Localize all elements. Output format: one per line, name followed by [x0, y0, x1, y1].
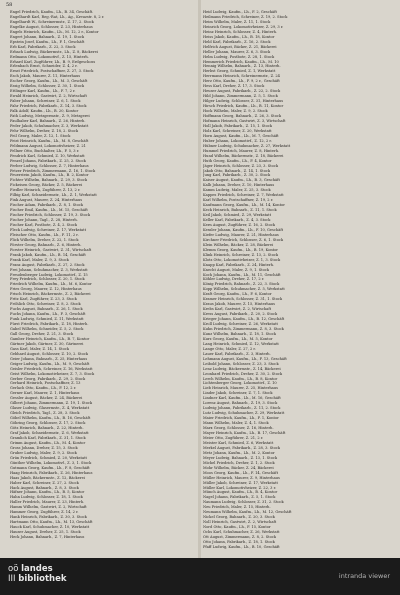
directory-entry: Haag Heinrich, Fabrikarb., Z. 26, Hinterhaus [10, 470, 93, 475]
directory-entry: Mohr Wilhelm, Bäcker, Z. 24, Bäckerei [203, 465, 274, 470]
directory-entry: Hummel Friedrich, Maurer, Z. 8, Hinterh. [203, 148, 280, 153]
directory-entry: Engelhardt W., Schreinermstr., Z. 17, 2. Stock [10, 19, 94, 24]
page-number: 58 [6, 2, 13, 8]
directory-entry: Jung Karl, Fabrikarb., Z. 30, 2. Stock [203, 173, 271, 178]
directory-entry: Fendrich Karl, Schmied, Z. 10, Werkstatt [10, 153, 85, 158]
directory-entry: Fischer Karl, Postbote, Z. 4, 2. Stock [10, 222, 77, 227]
directory-entry: Esch Jakob, Maurer, Z. 11, Hinterhaus [10, 74, 81, 79]
directory-entry: Frey Friedrich, Schlosser, Z. 20, 1. Stock [10, 277, 85, 282]
directory-entry: Faulhaber Karl, Bahnarb., Z. 26, Hinterh. [10, 118, 86, 123]
directory-entry: Jakob Otto, Bahnarb., Z. 14, 1. Stock [203, 168, 271, 173]
directory-entry: Leibold Johann, Schlosser, Z. 23, 3. Stock [203, 361, 279, 366]
directory-entry: Kurz Georg, Kaufm., Lh., M. 5, Kontor [203, 336, 273, 341]
directory-entry: Essig Wilhelm, Schlosser, Z. 30, 1. Stock [10, 84, 85, 89]
directory-entry: Lang Heinrich, Schmied, Z. 12, Werkstatt [203, 341, 279, 346]
directory-entry: Engelhardt Karl, Reg.-Rat, Lh., Ag., Kreuzstr. 8, 2 r. [10, 14, 105, 19]
directory-entry: Lange Otto, Maler, Z. 27, 2 r. [203, 346, 256, 351]
directory-entry: Kalb Johann, Dreher, Z. 10, Hinterhaus [203, 183, 275, 188]
directory-entry: Kopp Wilhelm, Schuhmacher, Z. 5, Werkstatt [203, 287, 285, 292]
directory-entry: Gross Johann, Dreher, Z. 15, 3. Stock [10, 445, 78, 450]
directory-entry: Hübner Ludwig, Schuhmacher, Z. 27, Werkstatt [203, 143, 291, 148]
directory-entry: Gruber Ludwig, Maler, Z. 9, 2. Stock [10, 450, 77, 455]
directory-entry: Haas Jakob, Bäckermstr., Z. 12, Bäckerei [10, 475, 85, 480]
directory-entry: Lorenz August, Bahnarb., Z. 19, 3. Stock [203, 401, 278, 406]
directory-entry: Friedrich Wilhelm, Kaufm., Lh., M. 6, Kontor [10, 282, 92, 287]
directory-entry: Fuchs Johann, Kaufm., Lh., F. 3, Geschäft [10, 312, 86, 317]
directory-entry: Krieger Johann, Kaufm., Lh., B. 12, Geschäft [203, 317, 285, 322]
directory-entry: Kress August, Fabrikarb., Z. 20, 2. Stock [203, 312, 278, 317]
directory-entry: Müller Heinrich, Maurer, Z. 9, Hinterhaus [203, 475, 280, 480]
directory-entry: Funk Ludwig, Schmied, Z. 11, Werkstatt [10, 317, 84, 322]
directory-entry: Fritz Karl, Zugführer, Z. 23, 3. Stock [10, 297, 77, 302]
directory-entry: Naumann Ludwig, Schlosser, Z. 31, 2. Stock [203, 500, 284, 505]
directory-entry: Gall Georg, Dreher, Z. 21, 3. Stock [10, 331, 74, 336]
viewer-footer [0, 558, 400, 595]
directory-entry: Helfrich August, Bäcker, Z. 21, Bäckerei [203, 44, 277, 49]
directory-entry: Lutz Ludwig, Schuhmacher, Z. 29, Werkstatt [203, 411, 285, 416]
directory-entry: Fischer Adam, Fabrikarb., Z. 8, 1. Stock [10, 203, 83, 208]
directory-entry: Herrmann Heinrich, Schreinermstr., Z. 24 [203, 74, 280, 79]
directory-entry: Keller Karl, Fabrikarb., Z. 4, 3. Stock [203, 218, 271, 223]
directory-entry: Hemmerich Friedrich, Kaufm., Lh., M. 10 [203, 59, 279, 64]
directory-entry: Moos Georg, Kaufm., Lh., F. 14, Geschäft [203, 470, 279, 475]
directory-entry: Göbel Wilhelm, Kaufm., Lh., B. 16, Geschäft [10, 416, 91, 421]
directory-entry: Krebs Karl, Gastwirt, Z. 2, Wirtschaft [203, 307, 272, 312]
directory-entry: Hammer Georg, Zugführer, Z. 14, 2 r. [10, 510, 79, 515]
directory-entry: Lauer Karl, Fabrikarb., Z. 3, Hinterh. [203, 351, 271, 356]
directory-entry: Engert Johann, Bahnarb., Z. 19, 1. Stock [10, 34, 85, 39]
directory-entry: Hennig Wilhelm, Bahnarb., Z. 13, Hinterh. [203, 64, 281, 69]
directory-entry: Nickel Georg, Bahnarb., Z. 20, 3. Stock [203, 515, 275, 520]
directory-entry: Gass Karl, Maler, Z. 14, 1. Stock [10, 346, 69, 351]
directory-entry: Ettlinger Karl, Kaufm., Lh., F. 7, 2 r. [10, 89, 76, 94]
directory-entry: Kern August, Zugführer, Z. 16, 2. Stock [203, 222, 275, 227]
directory-entry: Huth Georg, Kaufm., Lh., F. 4, Kontor [203, 158, 272, 163]
directory-entry: Lerch Wilhelm, Kaufm., Lh., B. 8, Kontor [203, 376, 278, 381]
directory-entry: Engelke August, Schlosser, Z. 23, Hinterhaus [10, 24, 93, 29]
directory-entry: Ferber Ludwig, Schlosser, Z. 7, Hinterhaus [10, 163, 89, 168]
directory-entry: Lenz Ludwig, Bäckermstr., Z. 14, Bäckerei [203, 366, 281, 371]
directory-entry: Knecht August, Maler, Z. 9, 1. Stock [203, 267, 269, 272]
directory-entry: Pfaff Ludwig, Kaufm., Lh., B. 10, Geschäft [203, 544, 280, 549]
directory-entry: Kirchner Friedrich, Schlosser, Z. 6, 1. Stock [203, 237, 284, 242]
viewer-label[interactable]: intranda viewer [338, 572, 390, 580]
left-column [10, 10, 198, 550]
directory-entry: Holz Karl, Schreiner, Z. 20, Werkstatt [203, 128, 272, 133]
directory-entry: Hock Wilhelm, Maler, Z. 9, 2. Stock [203, 109, 268, 114]
directory-entry: Hauck Karl, Schuhmacher, Z. 10, Werkstatt [10, 525, 90, 530]
directory-entry: Fenzel Johann, Fabrikarb., Z. 25, 2. Stock [10, 158, 86, 163]
directory-entry: Ochs Karl, Schuhmacher, Z. 26, Werkstatt [203, 530, 280, 535]
directory-entry: Geist Wilhelm, Lokomotivheizer, Z. 7, 3. Stock [10, 371, 95, 376]
directory-entry: Gilbert Johann, Zimmermann, Z. 19, 1. Stock [10, 401, 93, 406]
directory-entry: Heiss Jakob, Kaufm., Lh., B. 18, Kontor [203, 34, 275, 39]
directory-entry: Lichtenberger Georg, Lokomotivf., Z. 10 [203, 381, 277, 386]
directory-entry: Mayer Heinrich, Kaufm., Lh., B. 17, Geschäft [203, 431, 286, 436]
directory-entry: Heinrich Georg, Lokomotivheizer, Z. 29, 3 r. [203, 24, 284, 29]
directory-entry: Otto Johann, Fabrikarb., Z. 18, 1. Stock [203, 539, 275, 544]
directory-entry: Nagel Johann, Fabrikarb., Z. 5, 1. Stock [203, 495, 276, 500]
directory-entry: Fuchs August, Bahnarb., Z. 26, 1. Stock [10, 307, 83, 312]
column-gutter [198, 0, 201, 558]
directory-entry: Kamm Ludwig, Maler, Z. 25, 3. Stock [203, 188, 271, 193]
directory-entry: Haller Friedrich, Maurer, Z. 23, Hinterh. [10, 500, 85, 505]
directory-entry: Gerhard Heinrich, Postschaffner, Z. 13 [10, 381, 81, 386]
directory-entry: Fickeisen Georg, Bäcker, Z. 5, Bäckerei [10, 183, 83, 188]
directory-entry: Münch August, Kaufm., Lh., B. 4, Kontor [203, 490, 278, 495]
directory-entry: Erlenbach Ernst, Schneider, Z. 4, 2 r. [10, 64, 78, 69]
directory-entry: Maier Friedrich, Kaufm., Lh., F. 1, Kontor [203, 416, 279, 421]
directory-entry: Hess Karl, Dreher, Z. 17, 3. Stock [203, 84, 265, 89]
directory-entry: Hank Heinrich, Fabrikarb., Z. 30, 3. Stock [10, 515, 87, 520]
directory-entry: Michel Friedrich, Dreher, Z. 1, 2. Stock [203, 460, 275, 465]
directory-entry: Fellner Otto, Buchhalter, Lh., F. 5, 3 r. [10, 148, 80, 153]
directory-entry: Gerlach Otto, Kaufm., Lh., F. 12, 2 r. [10, 386, 77, 391]
directory-entry: Frisch Heinrich, Bäckermstr., Z. 2, Bäckerei [10, 292, 91, 297]
directory-entry: Koch Johann, Kaufm., Lh., M. 11, Geschäft [203, 272, 281, 277]
directory-entry: Meister Karl, Schmied, Z. 6, Werkstatt [203, 440, 274, 445]
directory-entry: Glaser Ludwig, Glasermstr., Z. 4, Werkstatt [10, 406, 90, 411]
directory-entry: Haber Karl, Schreiner, Z. 27, 2. Stock [10, 480, 79, 485]
directory-entry: Kraft Georg, Kaufm., Lh., F. 6, Kontor [203, 292, 272, 297]
directory-entry: Frei Johann, Schuhmacher, Z. 3, Werkstatt [10, 267, 88, 272]
directory-entry: Heck Johann, Bahnarb., Z. 7, Hinterhaus [10, 535, 85, 540]
directory-entry: Hild Johann, Zimmermann, Z. 5, 1. Stock [203, 94, 278, 99]
directory-entry: Frank Jakob, Kaufm., Lh., B. 14, Geschäft [10, 252, 86, 257]
directory-entry: Fürst Friedrich, Fabrikarb., Z. 18, Hinterh. [10, 322, 89, 327]
directory-entry: Kaufmann Georg, Kaufm., Lh., M. 14, Kontor [203, 203, 285, 208]
directory-entry: Freudenberger Ludwig, Lokomotivf., Z. 15 [10, 272, 88, 277]
directory-entry: Hofmann Heinrich, Gastwirt, Z. 3, Wirtschaft [203, 118, 286, 123]
directory-entry: Hamm Wilhelm, Gastwirt, Z. 2, Wirtschaft [10, 505, 87, 510]
directory-entry: Göhring Georg, Schlosser, Z. 17, 2. Stock [10, 421, 86, 426]
directory-entry: Epstein Josef, Kaufm., Lh., F. 1, Geschäft [10, 39, 85, 44]
directory-entry: Mann Wilhelm, Maler, Z. 4, 1. Stock [203, 421, 269, 426]
directory-entry: Förster Georg, Bahnarb., Z. 6, Hinterh. [10, 242, 82, 247]
directory-entry: Müller Jakob, Schreiner, Z. 17, Werkstatt [203, 480, 278, 485]
directory-entry: Kessler Johann, Kaufm., Lh., F. 10, Geschäft [203, 227, 284, 232]
directory-entry: Klotz Otto, Lokomotivheizer, Z. 1, 3. Stock [203, 257, 281, 262]
directory-entry: Erdmann Otto, Lokomotivf., Z. 15, Hinterh. [10, 54, 89, 59]
directory-entry: Knapp Karl, Fabrikarb., Z. 24, Hinterh. [203, 262, 275, 267]
directory-entry: Herz Otto, Kaufm., Lh., F. 9, 2 r., Geschäft [203, 79, 280, 84]
directory-entry: Flick Wilhelm, Dreher, Z. 22, 1. Stock [10, 237, 79, 242]
directory-entry: Horn August, Kaufm., Lh., M. 7, Geschäft [203, 133, 279, 138]
logo-line-2: bibliothek [18, 574, 67, 584]
directory-entry: Geier Johann, Bahnarb., Z. 25, Hinterhaus [10, 356, 88, 361]
directory-entry: Hartmann Otto, Kaufm., Lh., M. 13, Geschäft [10, 520, 93, 525]
directory-entry: Gleich Friedrich, Tagl., Z. 28, 3. Stock [10, 411, 80, 416]
logo-bars: III [8, 574, 19, 584]
directory-entry: Gabel Wilhelm, Schneider, Z. 5, 2. Stock [10, 327, 84, 331]
logo-mark: oö [8, 564, 22, 574]
directory-entry: Meyer Ludwig, Bahnarb., Z. 13, 1. Stock [203, 455, 278, 460]
directory-entry: Held Karl, Fabrikarb., Z. 16, 2. Stock [203, 39, 271, 44]
directory-entry: Engel Friedrich, Kaufm., Lh., B. 34, Geschäft. [10, 10, 94, 14]
directory-entry: Kuhn Friedrich, Zimmermann, Z. 8, 3. Stock [203, 327, 284, 331]
directory-entry: Fink August, Maurer, Z. 24, Hinterhaus [10, 198, 83, 203]
directory-entry: Müller Karl, Lokomotivheizer, Z. 22, 3 r. [203, 485, 277, 490]
directory-entry: Fries Georg, Maurer, Z. 12, Hinterhaus [10, 287, 82, 292]
directory-entry: Lehmann August, Kaufm., Lh., F. 13, Geschäft [203, 356, 287, 361]
directory-entry: Hauser August, Dreher, Z. 25, 1. Stock [10, 530, 81, 535]
directory-entry: Fahr Friedrich, Fabrikarb., Z. 14, 3. Stock [10, 104, 87, 109]
directory-entry: Hilger Ludwig, Schlosser, Z. 31, Hinterhaus [203, 99, 284, 104]
directory-entry: Feldmann August, Lokomotivheizer, Z. 21 [10, 143, 86, 148]
directory-entry: Fehr Wilhelm, Dreher, Z. 18, 2. Stock [10, 128, 78, 133]
directory-entry: Franz August, Fabrikarb., Z. 27, 2. Stock [10, 262, 85, 267]
directory-entry: Graf Jakob, Schneidermstr., Z. 6, Werkstatt [10, 431, 89, 436]
directory-entry: Hoffmann Georg, Bahnarb., Z. 26, 3. Stock [203, 114, 282, 119]
directory-entry: Erhard Karl, Zugführer, Lh., B. 9, Erdgeschoss [10, 59, 96, 64]
directory-entry: Günther Wilhelm, Lokomotivf., Z. 3, 1. Stock [10, 460, 92, 465]
directory-entry: Lindner Karl, Kaufm., Lh., M. 16, Geschäft [203, 396, 281, 401]
library-logo[interactable] [8, 564, 67, 584]
directory-entry: Nord Otto, Kaufm., Lh., F. 15, Kontor [203, 525, 271, 530]
directory-entry: Kaiser August, Kaufm., Lh., B. 3, Geschäft [203, 178, 280, 183]
directory-entry: Merkel August, Fabrikarb., Z. 28, 3. Stock [203, 445, 280, 450]
directory-entry: Gessler August, Bäcker, Z. 24, Bäckerei [10, 396, 83, 401]
directory-entry: Kiefer Ludwig, Maurer, Z. 21, Hinterhaus [203, 232, 279, 237]
directory-entry: Gramlich Karl, Fabrikarb., Z. 31, 1. Stock [10, 435, 86, 440]
directory-entry: Kramer Heinrich, Schlosser, Z. 31, 1. Stock [203, 297, 283, 302]
directory-entry: Klein Wilhelm, Bäcker, Z. 28, Bäckerei [203, 242, 274, 247]
directory-entry: Feder Jakob, Schuhmacher, Z. 3, Werkstatt [10, 123, 89, 128]
directory-entry: Grimm August, Kaufm., Lh., M. 4, Kontor [10, 440, 86, 445]
directory-entry: Escher Georg, Kaufm., Lh., M. 3, Geschäft [10, 79, 88, 84]
directory-entry: Erbach Ludwig, Bäckermstr., Lh., Z. 8, Bäckerei [10, 49, 98, 54]
directory-entry: Frank Karl, Maler, Z. 9, 3. Stock [10, 257, 69, 262]
directory-entry: Kappes Friedrich, Schreiner, Z. 7, Werkstatt [203, 193, 284, 198]
directory-entry: Gerner Karl, Maurer, Z. 1, Hinterhaus [10, 391, 80, 396]
directory-entry: Hack August, Bahnarb., Z. 8, 3. Stock [10, 485, 79, 490]
directory-entry: Geiger Ludwig, Kaufm., Lh., M. 9, Geschäft [10, 361, 90, 366]
directory-entry: Feil Georg, Maler, Z. 12, 1. Stock [10, 133, 71, 138]
directory-entry: Metz Johann, Kaufm., Lh., M. 2, Kontor [203, 450, 275, 455]
directory-entry: Meier Otto, Zugführer, Z. 21, 2 r. [203, 435, 264, 440]
directory-entry: Fischer Friedrich, Schlosser, Z. 19, 3. Stock [10, 213, 91, 218]
directory-entry: Fiedler Heinrich, Zugführer, Z. 13, 2 r. [10, 188, 81, 193]
directory-entry: Hahn Ludwig, Schlosser, Z. 18, 1. Stock [10, 495, 83, 500]
directory-entry: Geisler Friedrich, Schreiner, Z. 16, Werkstatt [10, 366, 93, 371]
directory-entry: Fröhlich Otto, Schreiner, Z. 8, 2. Stock [10, 302, 81, 307]
directory-entry: Erb Karl, Fabrikarb., Z. 22, 3. Stock [10, 44, 76, 49]
directory-entry: Falk Adolf, Kaufm., Lh., B. 20, Kontor [10, 109, 79, 114]
directory-entry: Karl Wilhelm, Postschaffner, Z. 19, 2 r. [203, 198, 274, 203]
directory-entry: Heim Wilhelm, Maler, Z. 11, 1. Stock [203, 19, 271, 24]
logo-line-1: landes [21, 564, 53, 574]
directory-entry: Häfner Johann, Kaufm., Lh., B. 5, Kontor [10, 490, 85, 495]
directory-entry: Marx Georg, Schlosser, Z. 16, Hinterh. [203, 426, 274, 431]
directory-entry: Holl Jakob, Fabrikarb., Z. 15, 1. Stock [203, 123, 272, 128]
directory-entry: Feuerstein Jakob, Kaufm., Lh., B. 2, Kontor [10, 173, 89, 178]
directory-entry: Ludwig Johann, Fabrikarb., Z. 11, 2. Stock [203, 406, 281, 411]
directory-entry: König Friedrich, Bahnarb., Z. 22, 3. Stock [203, 282, 280, 287]
directory-entry: Gutmann Georg, Kaufm., Lh., F. 8, Geschäft [10, 465, 90, 470]
directory-entry: Gamber Heinrich, Kaufm., Lh., B. 7, Kontor [10, 336, 90, 341]
directory-entry: Neu Friedrich, Maler, Z. 15, Hinterh. [203, 505, 271, 510]
directory-entry: Heinz Heinrich, Schlosser, Z. 4, Hinterh. [203, 29, 278, 34]
directory-entry: Fleck Ludwig, Schreiner, Z. 17, Werkstatt [10, 227, 87, 232]
directory-entry: Gebhard August, Schlosser, Z. 10, 2. Stock [10, 351, 88, 356]
directory-entry: Noll Heinrich, Gastwirt, Z. 2, Wirtschaft [203, 520, 277, 525]
directory-entry: Klink Heinrich, Schreiner, Z. 13, 2. Stock [203, 252, 279, 257]
directory-entry: Fleischer Otto, Kaufm., Lh., F. 11, 2 r. [10, 232, 79, 237]
directory-entry: Hirsch Friedrich, Kaufm., Lh., B. 11, Kontor [203, 104, 284, 109]
directory-entry: Keck Heinrich, Bahnarb., Z. 11, 1. Stock [203, 208, 277, 213]
directory-entry: Ott August, Zimmermann, Z. 8, 2. Stock [203, 535, 276, 540]
directory-entry: Kraus Jakob, Maurer, Z. 15, Hinterhaus [203, 302, 276, 307]
right-column [203, 10, 391, 550]
directory-entry: Hund Wilhelm, Bäckermstr., Z. 18, Bäckerei [203, 153, 284, 158]
directory-entry: Faber Johann, Schreiner, Z. 6, 1. Stock [10, 99, 81, 104]
directory-entry: Kroll Ludwig, Schreiner, Z. 26, Werkstatt [203, 322, 278, 327]
directory-entry: Fichter Wilhelm, Bahnarb., Z. 29, 3. Stock [10, 178, 88, 183]
directory-entry: Kunz Wilhelm, Bahnarb., Z. 18, 1. Stock [203, 331, 276, 336]
directory-entry: Heid Ludwig, Kaufm., Lh., F. 2, Geschäft [203, 10, 277, 14]
directory-entry: Heller Johann, Maurer, Z. 6, 3. Stock [203, 49, 271, 54]
directory-entry: Grün Friedrich, Schmied, Z. 20, Werkstatt [10, 455, 88, 460]
directory-entry: Heuser August, Fabrikarb., Z. 22, 2. Stock [203, 89, 281, 94]
directory-entry: Feist Heinrich, Kaufm., Lh., M. 8, Geschäft [10, 138, 89, 143]
directory-entry: Neumann Wilhelm, Kaufm., Lh., M. 12, Geschäft [203, 510, 292, 515]
directory-entry: Huber Johann, Lokomotivf., Z. 12, 2 r. [203, 138, 272, 143]
directory-entry: Fischer Johann, Tagl., Z. 28, Hinterh. [10, 218, 78, 223]
directory-entry: Fischer Emil, Kaufm., Lh., M. 15, Geschäft [10, 208, 88, 213]
directory-entry: Lieb Heinrich, Maurer, Z. 25, Hinterhaus [203, 386, 278, 391]
directory-entry: Keil Jakob, Schmied, Z. 29, Werkstatt [203, 213, 272, 218]
directory-entry: Filbig Karl, Schneidermstr., Lh., Z. 1, Werkstatt [10, 193, 97, 198]
directory-entry: Köhler Ludwig, Dreher, Z. 17, 2 r. [203, 277, 265, 282]
directory-entry: Gerber Georg, Fabrikarb., Z. 29, 2. Stock [10, 376, 86, 381]
directory-entry: Forster Heinrich, Gastwirt, Z. 31, Wirtschaft [10, 247, 92, 252]
directory-entry: Jäger Heinrich, Schlosser, Z. 23, 3. Stock [203, 163, 279, 168]
directory-entry: Götz Heinrich, Bahnarb., Z. 22, Hinterh. [10, 426, 84, 431]
directory-entry: Ernst Friedrich, Postschaffner, Z. 27, 3. Stock [10, 69, 94, 74]
directory-entry: Klemm Georg, Kaufm., Lh., B. 19, Kontor [203, 247, 278, 252]
directory-entry: Ewald Heinrich, Gastwirt, Z. 2, Wirtschaft [10, 94, 87, 99]
directory-entry: Fath Ludwig, Metzgermstr., Z. 9, Metzgerei [10, 114, 90, 119]
directory-entry: Helm Ludwig, Postbote, Z. 28, 1. Stock [203, 54, 275, 59]
directory-entry: Herbst Georg, Schmied, Z. 1, Werkstatt [203, 69, 276, 74]
directory-entry: Fetzer Friedrich, Zimmermann, Z. 16, 1. Stock [10, 168, 96, 173]
directory-entry: Gärtner Jakob, Gärtner, Z. 30, Gärtnerei [10, 341, 84, 346]
directory-entry: Heilmann Friedrich, Schreiner, Z. 19, 2. Stock [203, 14, 288, 19]
directory-entry: Linder Jakob, Schreiner, Z. 7, 1. Stock [203, 391, 273, 396]
directory-entry: Leonhard Friedrich, Dreher, Z. 30, 2. Stock [203, 371, 283, 376]
directory-entry: Engels Heinrich, Kaufm., Lh., M. 12, 2 r., Kontor [10, 29, 99, 34]
